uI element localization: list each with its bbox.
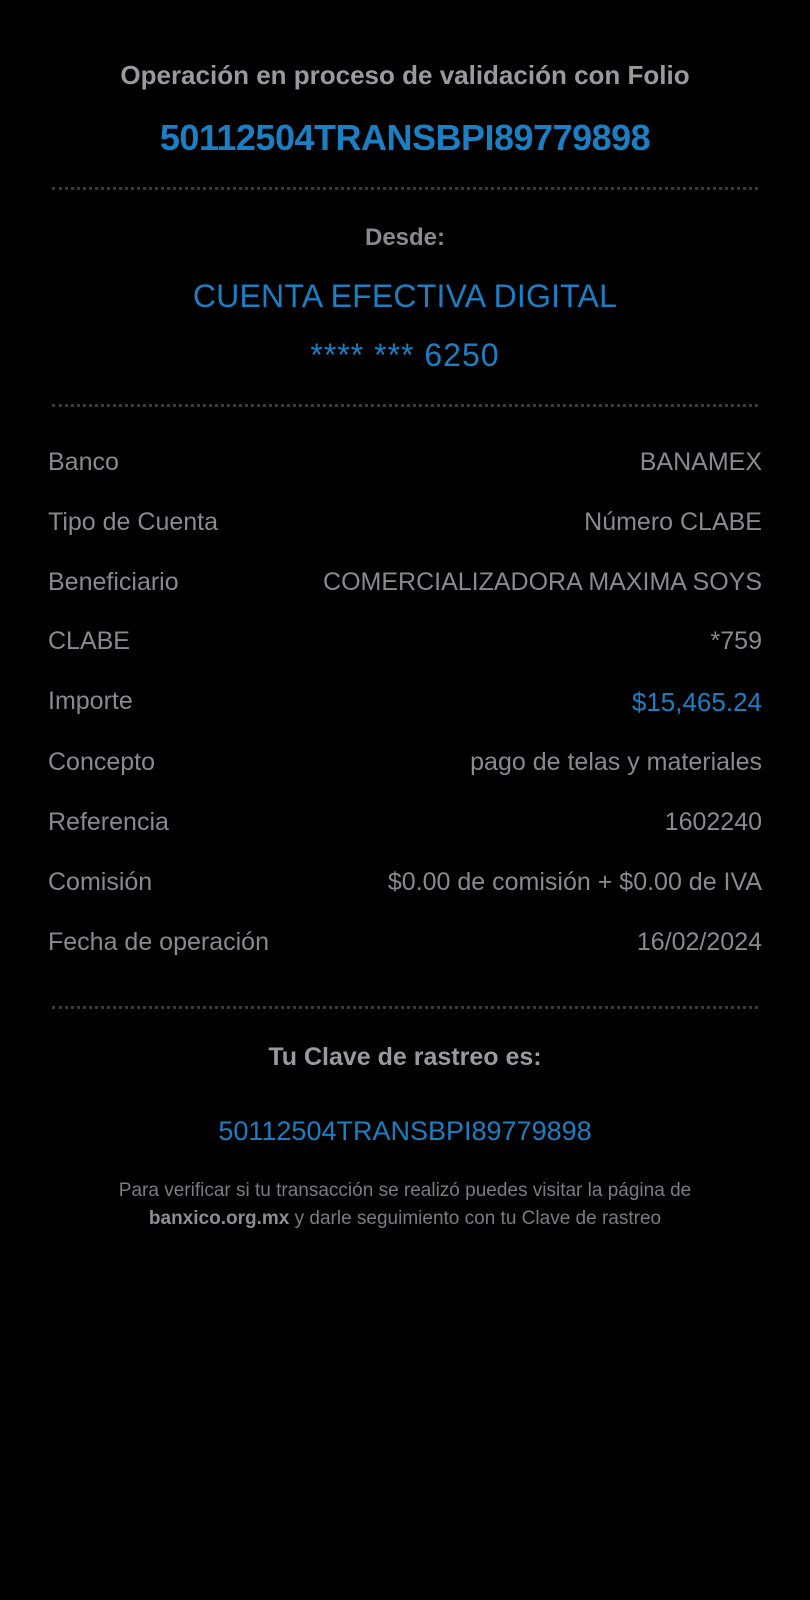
table-row <box>48 913 762 973</box>
from-label: Desde: <box>364 224 446 252</box>
row-value: $15,465.24 <box>631 687 762 718</box>
table-row <box>48 553 762 613</box>
table-row <box>48 433 762 493</box>
row-label: Tipo de Cuenta <box>48 507 219 536</box>
row-label: Banco <box>48 448 119 477</box>
row-value: Número CLABE <box>584 507 762 536</box>
row-value: $0.00 de comisión + $0.00 de IVA <box>387 867 762 896</box>
note-part-1: Para verificar si tu transacción se realizó puedes visitar la página de <box>118 1180 692 1202</box>
status-title: Operación en proceso de validación con Folio <box>120 60 690 90</box>
row-value: 1602240 <box>664 808 762 837</box>
source-account-mask: **** *** 6250 <box>310 337 500 374</box>
row-label: Beneficiario <box>48 567 179 596</box>
verification-note <box>48 1177 762 1232</box>
divider-bottom <box>52 1006 758 1009</box>
divider-middle <box>52 404 758 407</box>
row-label: Fecha de operación <box>48 927 269 956</box>
table-row <box>48 612 762 672</box>
table-row <box>48 853 762 913</box>
row-value: *759 <box>710 627 762 656</box>
table-row <box>48 672 762 733</box>
tracking-title: Tu Clave de rastreo es: <box>268 1043 542 1072</box>
row-label: Importe <box>48 687 133 716</box>
table-row <box>48 793 762 853</box>
row-label: Referencia <box>48 808 169 837</box>
tracking-code: 50112504TRANSBPI89779898 <box>218 1116 592 1147</box>
folio-number: 50112504TRANSBPI89779898 <box>159 117 651 159</box>
table-row <box>48 493 762 553</box>
table-row <box>48 733 762 793</box>
note-part-2: y darle seguimiento con tu Clave de rastreo <box>289 1207 662 1229</box>
detail-list <box>48 433 762 972</box>
row-value: COMERCIALIZADORA MAXIMA SOYS <box>323 567 762 596</box>
row-label: CLABE <box>48 627 130 656</box>
row-value: pago de telas y materiales <box>470 748 762 777</box>
row-label: Concepto <box>48 748 156 777</box>
row-value: BANAMEX <box>639 448 762 477</box>
row-label: Comisión <box>48 867 153 896</box>
row-value: 16/02/2024 <box>636 927 762 956</box>
note-link-text: banxico.org.mx <box>148 1207 290 1229</box>
source-account-name: CUENTA EFECTIVA DIGITAL <box>192 278 618 315</box>
divider-top <box>52 187 758 190</box>
